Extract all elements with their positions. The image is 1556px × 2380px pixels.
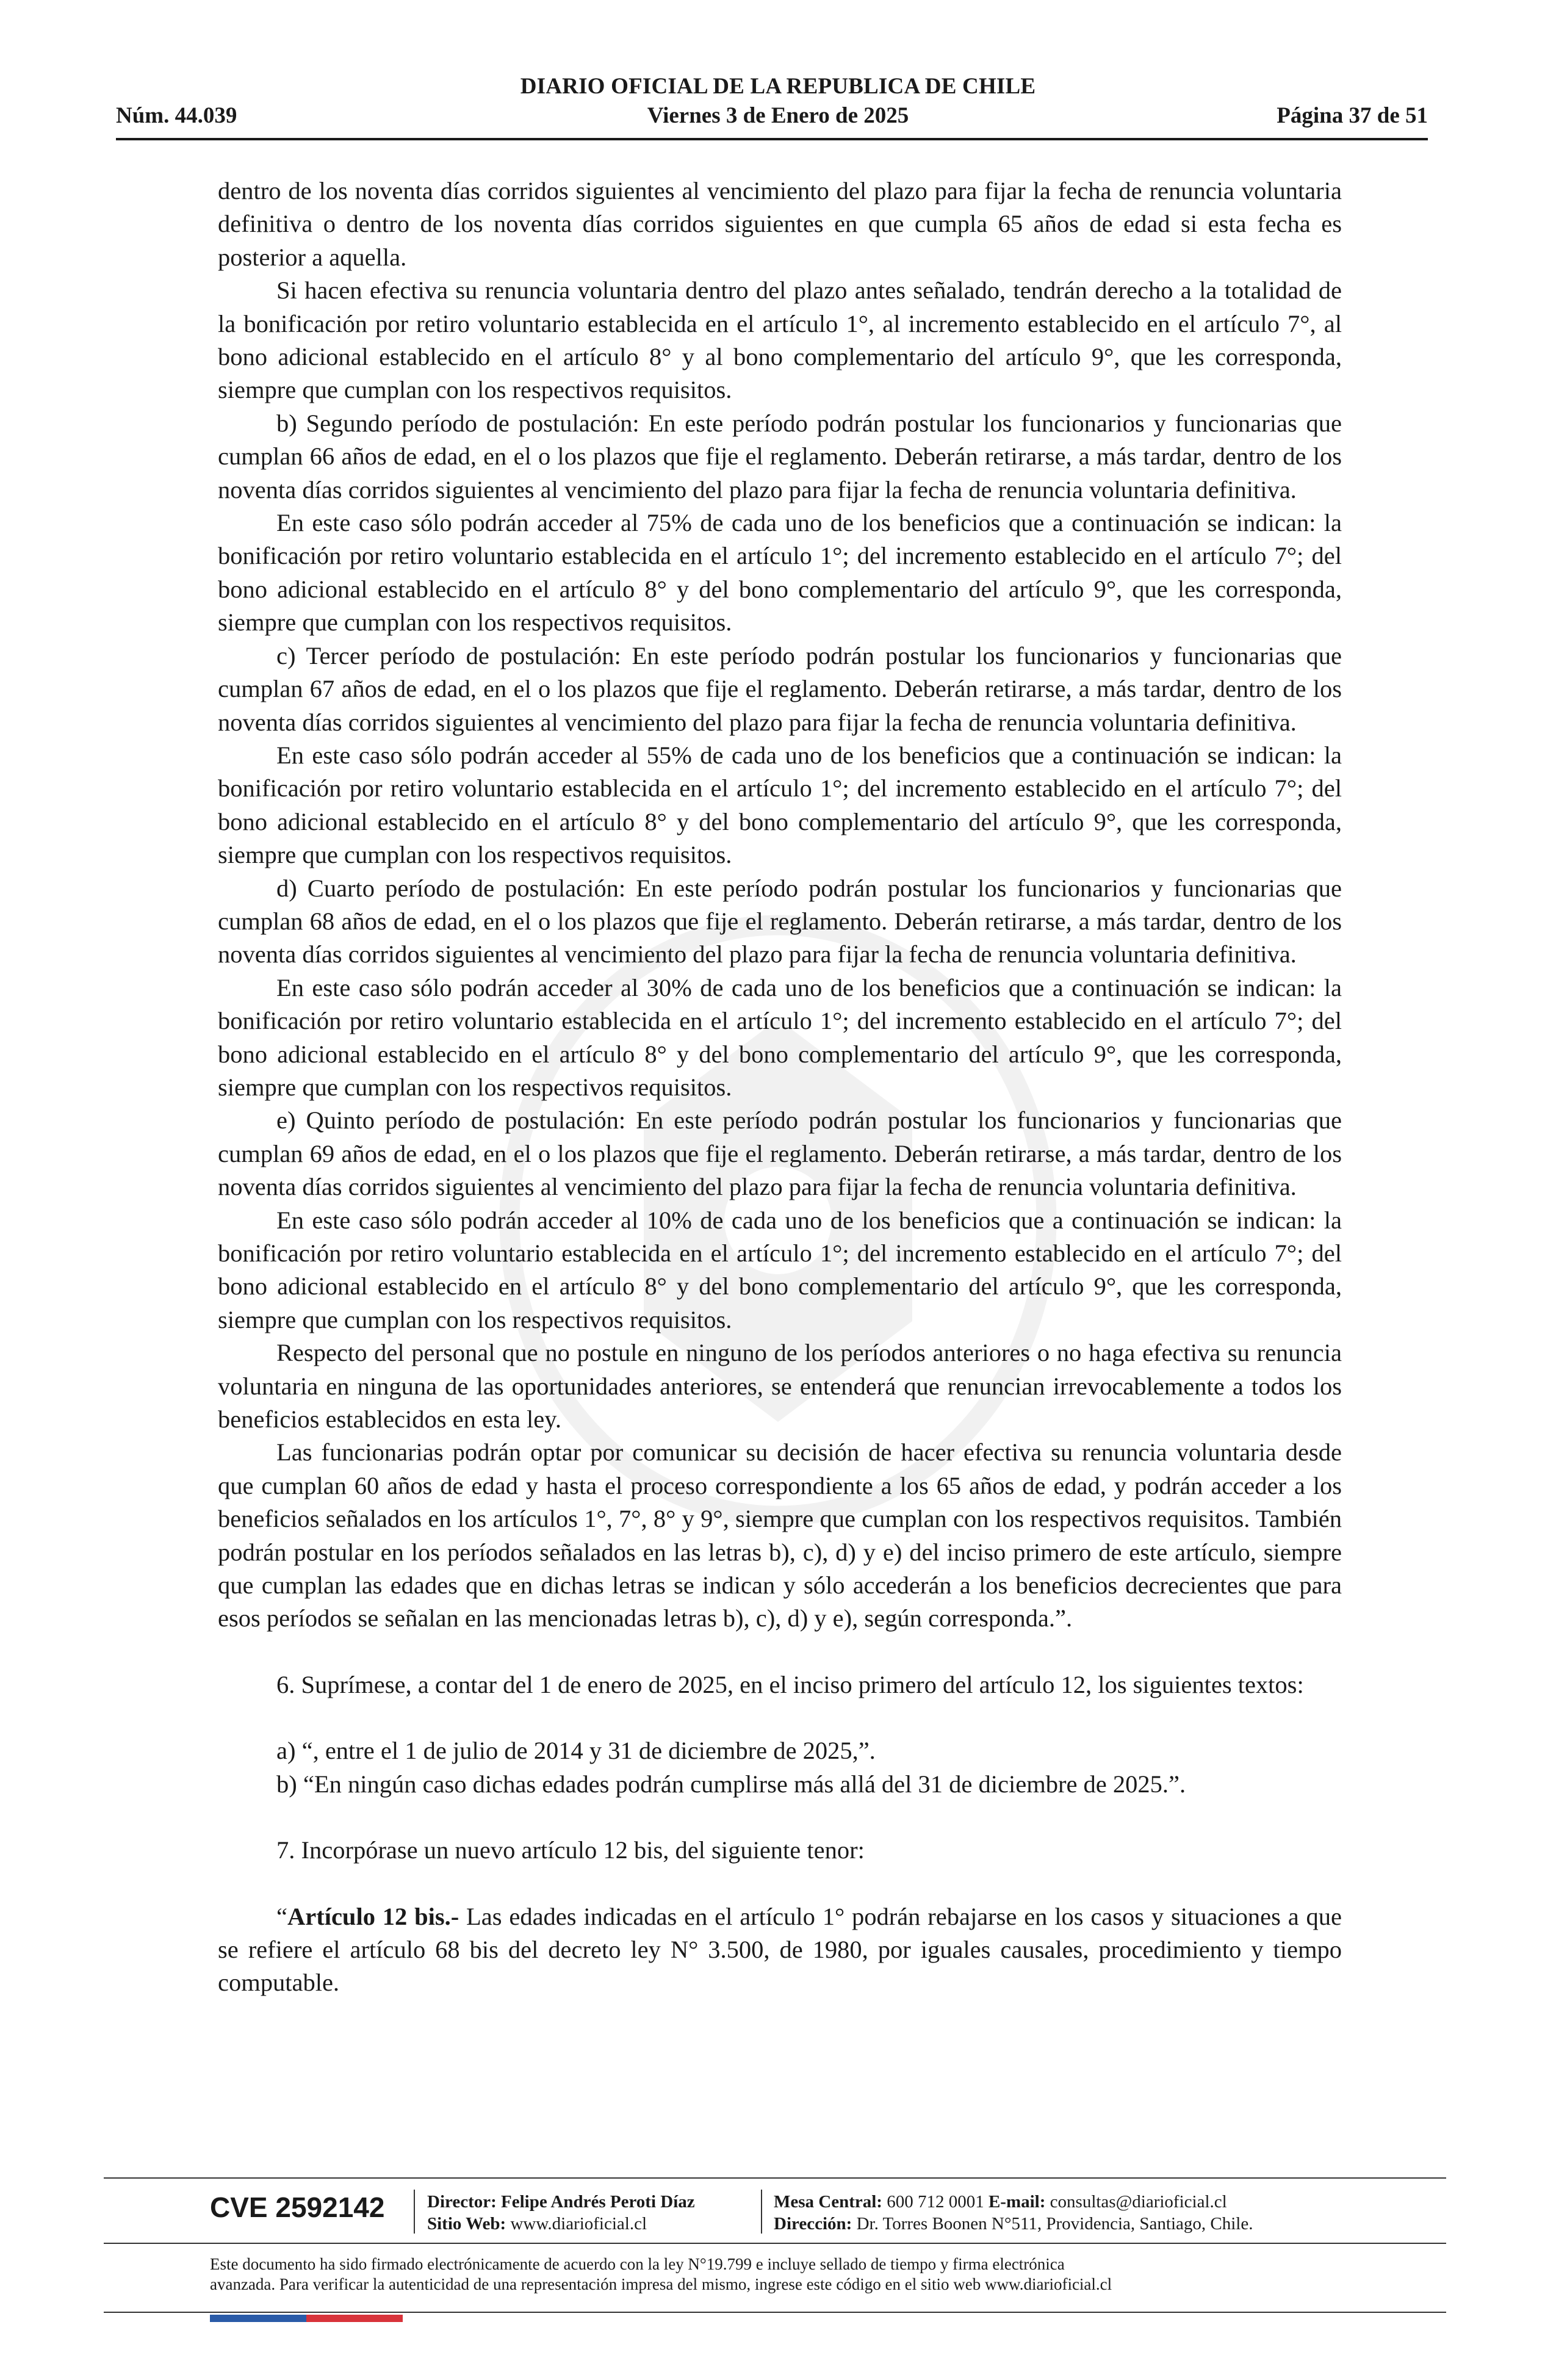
- footer-director-block: [427, 2191, 695, 2235]
- paragraph: c) Tercer período de postulación: En este período podrán postular los funcionarios y funcionarias que cumplan 67 años de edad, en el o los plazos que fije el reglamento. Deberán retirarse, a más tardar, dentro de los noventa días corridos siguientes al vencimiento del plazo para fijar la fecha de renuncia voluntaria definitiva.: [218, 641, 1342, 736]
- mesa-phone: 600 712 0001: [887, 2192, 984, 2212]
- flag-stripe-red: [306, 2315, 403, 2322]
- page-number: Página 37 de 51: [1277, 103, 1428, 128]
- article-open-quote: “: [276, 1902, 287, 1930]
- legal-notice: [210, 2254, 1357, 2295]
- footer-rule-middle: [104, 2243, 1446, 2244]
- director-name: Felipe Andrés Peroti Díaz: [501, 2192, 695, 2212]
- paragraph: b) Segundo período de postulación: En este período podrán postular los funcionarios y funcionarias que cumplan 66 años de edad, en el o los plazos que fije el reglamento. Deberán retirarse, a más tardar, dentro de los noventa días corridos siguientes al vencimiento del plazo para fijar la fecha de renuncia voluntaria definitiva.: [218, 409, 1342, 503]
- header-rule: [116, 138, 1428, 140]
- item-6b: b) “En ningún caso dichas edades podrán cumplirse más allá del 31 de diciembre de 2025.”.: [276, 1770, 1186, 1798]
- newspaper-title: DIARIO OFICIAL DE LA REPUBLICA DE CHILE: [520, 74, 1036, 99]
- cve-code: CVE 2592142: [210, 2191, 385, 2223]
- footer-contact-block: [774, 2191, 1253, 2235]
- footer-separator: [414, 2190, 415, 2234]
- director-label: Director:: [427, 2192, 497, 2212]
- paragraph: Las funcionarias podrán optar por comunicar su decisión de hacer efectiva su renuncia voluntaria desde que cumplan 60 años de edad y hasta el proceso correspondiente a los 65 años de edad, y podrán acceder a los beneficios señalados en los artículos 1°, 7°, 8° y 9°, siempre que cumplan con los respectivos requisitos. También podrán postular en los períodos señalados en las letras b), c), d) y e) del inciso primero de este artículo, siempre que cumplan las edades que en dichas letras se indican y sólo accederán a los beneficios decrecientes que para esos períodos se señalan en las mencionadas letras b), c), d) y e), según corresponda.”.: [218, 1438, 1342, 1632]
- article-text: Las edades indicadas en el artículo 1° podrán rebajarse en los casos y situaciones a que se refiere el artículo 68 bis del decreto ley N° 3.500, de 1980, por iguales causales, procedimiento y tiempo computable.: [218, 1902, 1342, 1997]
- web-link[interactable]: www.diarioficial.cl: [510, 2214, 647, 2234]
- paragraph: dentro de los noventa días corridos siguientes al vencimiento del plazo para fijar la fecha de renuncia voluntaria definitiva o dentro de los noventa días corridos siguientes en que cumpla 65 años de edad si esta fecha es posterior a aquella.: [218, 177, 1342, 271]
- legal-line: avanzada. Para verificar la autenticidad de una representación impresa del mismo, ingrese este código en el sitio web www.diarioficial.cl: [210, 2275, 1112, 2293]
- article-heading: Artículo 12 bis.-: [287, 1902, 459, 1930]
- issue-date: Viernes 3 de Enero de 2025: [647, 103, 909, 128]
- paragraph: Si hacen efectiva su renuncia voluntaria dentro del plazo antes señalado, tendrán derecho a la totalidad de la bonificación por retiro voluntario establecida en el artículo 1°, al incremento establecido en el artículo 7°, al bono adicional establecido en el artículo 8° y al bono complementario del artículo 9°, que les corresponda, siempre que cumplan con los respectivos requisitos.: [218, 276, 1342, 404]
- document-body: [218, 175, 1342, 2000]
- paragraph: En este caso sólo podrán acceder al 75% de cada uno de los beneficios que a continuación se indican: la bonificación por retiro voluntario establecida en el artículo 1°; del incremento establecido en el artículo 7°; del bono adicional establecido en el artículo 8° y del bono complementario del artículo 9°, que les corresponda, siempre que cumplan con los respectivos requisitos.: [218, 509, 1342, 636]
- direccion-label: Dirección:: [774, 2214, 852, 2234]
- email-label: E-mail:: [988, 2192, 1046, 2212]
- footer-rule-top: [104, 2177, 1446, 2179]
- web-label: Sitio Web:: [427, 2214, 506, 2234]
- paragraph: e) Quinto período de postulación: En este período podrán postular los funcionarios y funcionarias que cumplan 69 años de edad, en el o los plazos que fije el reglamento. Deberán retirarse, a más tardar, dentro de los noventa días corridos siguientes al vencimiento del plazo para fijar la fecha de renuncia voluntaria definitiva.: [218, 1106, 1342, 1201]
- footer-rule-bottom: [104, 2312, 1446, 2313]
- footer-separator: [761, 2190, 762, 2234]
- paragraph: En este caso sólo podrán acceder al 30% de cada uno de los beneficios que a continuación se indican: la bonificación por retiro voluntario establecida en el artículo 1°; del incremento establecido en el artículo 7°; del bono adicional establecido en el artículo 8° y del bono complementario del artículo 9°, que les corresponda, siempre que cumplan con los respectivos requisitos.: [218, 973, 1342, 1101]
- paragraph: En este caso sólo podrán acceder al 55% de cada uno de los beneficios que a continuación se indican: la bonificación por retiro voluntario establecida en el artículo 1°; del incremento establecido en el artículo 7°; del bono adicional establecido en el artículo 8° y del bono complementario del artículo 9°, que les corresponda, siempre que cumplan con los respectivos requisitos.: [218, 741, 1342, 869]
- email-link[interactable]: consultas@diarioficial.cl: [1050, 2192, 1227, 2212]
- legal-line: Este documento ha sido firmado electrónicamente de acuerdo con la ley N°19.799 e incluye sellado de tiempo y firma electrónica: [210, 2255, 1065, 2273]
- mesa-label: Mesa Central:: [774, 2192, 882, 2212]
- direccion-value: Dr. Torres Boonen N°511, Providencia, Santiago, Chile.: [856, 2214, 1253, 2234]
- flag-stripe-blue: [210, 2315, 306, 2322]
- issue-number: Núm. 44.039: [116, 103, 237, 128]
- article-12-bis: [218, 1900, 1342, 2000]
- paragraph: Respecto del personal que no postule en ninguno de los períodos anteriores o no haga efectiva su renuncia voluntaria en ninguna de las oportunidades anteriores, se entenderá que renuncian irrevocablemente a todos los beneficios establecidos en esta ley.: [218, 1339, 1342, 1433]
- paragraph: d) Cuarto período de postulación: En este período podrán postular los funcionarios y funcionarias que cumplan 68 años de edad, en el o los plazos que fije el reglamento. Deberán retirarse, a más tardar, dentro de los noventa días corridos siguientes al vencimiento del plazo para fijar la fecha de renuncia voluntaria definitiva.: [218, 874, 1342, 968]
- item-6: 6. Suprímese, a contar del 1 de enero de 2025, en el inciso primero del artículo 12, los siguientes textos:: [276, 1670, 1304, 1698]
- paragraph: En este caso sólo podrán acceder al 10% de cada uno de los beneficios que a continuación se indican: la bonificación por retiro voluntario establecida en el artículo 1°; del incremento establecido en el artículo 7°; del bono adicional establecido en el artículo 8° y del bono complementario del artículo 9°, que les corresponda, siempre que cumplan con los respectivos requisitos.: [218, 1206, 1342, 1333]
- item-6a: a) “, entre el 1 de julio de 2014 y 31 de diciembre de 2025,”.: [276, 1737, 876, 1765]
- item-7: 7. Incorpórase un nuevo artículo 12 bis, del siguiente tenor:: [276, 1836, 865, 1864]
